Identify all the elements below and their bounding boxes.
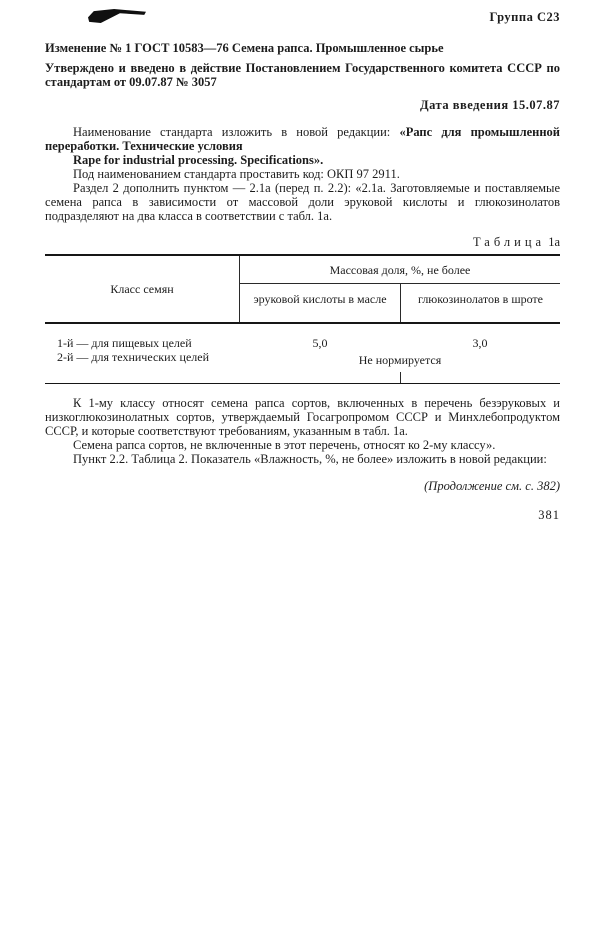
page-number: 381 bbox=[538, 508, 560, 522]
paragraph-class1-definition: К 1-му классу относят семена рапса сортов, включенных в перечень безэруковых и низкоглюкозинолатных сортов, утверждаемый Госагропромом СССР и Минхлебопродуктом СССР, и которые соответствуют требованиям, указанным в табл. 1а. bbox=[45, 396, 560, 438]
table-header-class-label: Класс семян bbox=[110, 282, 174, 296]
table-value-class2-merged: Не нормируется bbox=[358, 353, 442, 367]
table-header-mass-fraction bbox=[240, 256, 560, 322]
table-column-divider-tick bbox=[400, 372, 401, 383]
page-content bbox=[45, 0, 560, 522]
table-header-class bbox=[45, 256, 240, 322]
table-value-glucosinolates-class1: 3,0 bbox=[472, 336, 488, 350]
paragraph-clause22: Пункт 2.2. Таблица 2. Показатель «Влажность, %, не более» изложить в новой редакции: bbox=[73, 452, 547, 466]
paragraph-okp-code: Под наименованием стандарта проставить код: ОКП 97 2911. bbox=[73, 167, 400, 181]
paragraph-standard-name bbox=[45, 125, 560, 153]
paragraph-class2-definition: Семена рапса сортов, не включенные в этот перечень, относят ко 2-му классу». bbox=[73, 438, 496, 452]
table-caption-number: 1а bbox=[548, 235, 560, 249]
table-subheader-row bbox=[240, 284, 560, 322]
paragraph-section2-amendment: Раздел 2 дополнить пунктом — 2.1а (перед п. 2.2): «2.1а. Заготовляемые и поставляемые семена рапса в зависимости от массовой доли эруковой кислоты и глюкозинолатов подразделяют на два класса в соответствии с табл. 1а. bbox=[45, 181, 560, 223]
paragraph-standard-name-lead: Наименование стандарта изложить в новой редакции: bbox=[73, 125, 400, 139]
table-header-span: Массовая доля, %, не более bbox=[240, 256, 560, 284]
new-title-english: Rape for industrial processing. Specifications». bbox=[73, 153, 324, 167]
after-table-text bbox=[45, 396, 560, 466]
table-row-class1-label: 1-й — для пищевых целей bbox=[57, 336, 192, 350]
continuation-note: (Продолжение см. с. 382) bbox=[424, 479, 560, 493]
new-title-russian: «Рапс для промышленной переработки. Технические условия bbox=[45, 125, 561, 153]
table-caption bbox=[45, 235, 560, 249]
document-title: Изменение № 1 ГОСТ 10583—76 Семена рапса. Промышленное сырье bbox=[45, 41, 444, 55]
table-value-erucic-class1: 5,0 bbox=[312, 336, 328, 350]
table-body bbox=[45, 324, 560, 383]
classification-table bbox=[45, 254, 560, 384]
effective-date: Дата введения 15.07.87 bbox=[420, 98, 560, 112]
table-row-class2-label: 2-й — для технических целей bbox=[57, 350, 210, 364]
group-label: Группа С23 bbox=[489, 10, 560, 24]
body-text bbox=[45, 125, 560, 223]
table-caption-word: Таблица bbox=[472, 235, 546, 249]
table-subheader-erucic: эруковой кислоты в масле bbox=[253, 292, 387, 306]
table-subheader-glucosinolates: глюкозинолатов в шроте bbox=[400, 284, 560, 322]
table-header bbox=[45, 256, 560, 324]
table-row-class1-values bbox=[240, 336, 560, 350]
table-values bbox=[240, 336, 560, 367]
table-class-column bbox=[45, 336, 240, 367]
approval-statement: Утверждено и введено в действие Постановлением Государственного комитета СССР по стандартам от 09.07.87 № 3057 bbox=[45, 61, 560, 89]
